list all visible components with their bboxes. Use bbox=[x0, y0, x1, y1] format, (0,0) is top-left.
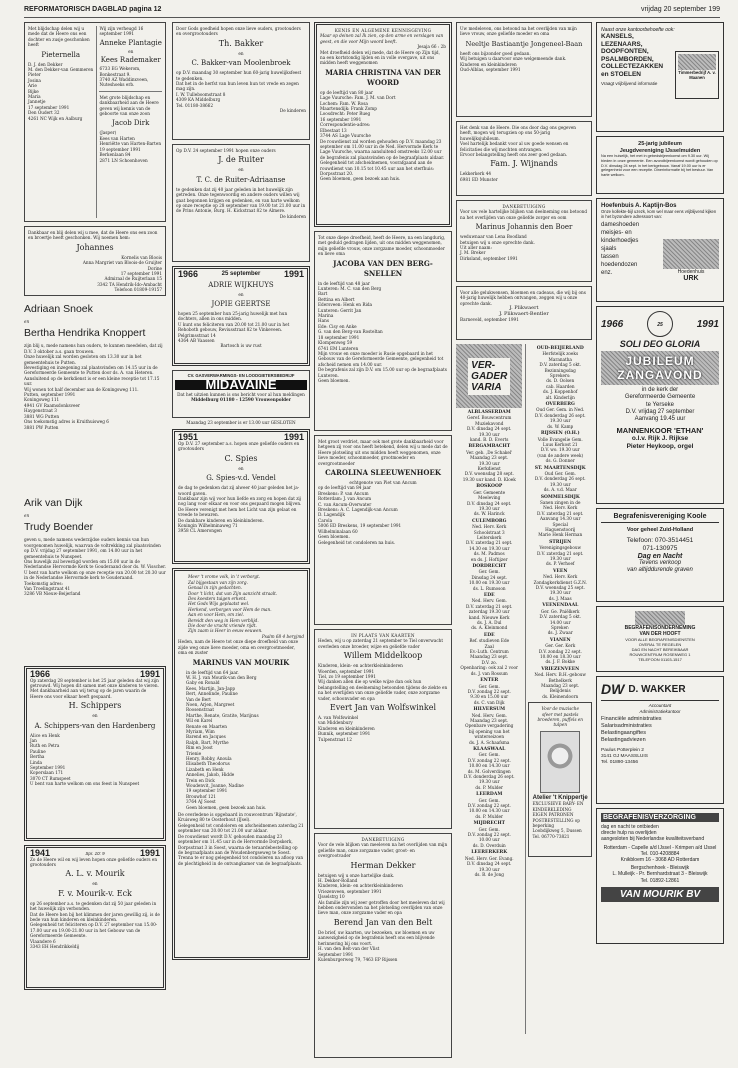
meeting-details: Ned. Herv. Kerk Schoolstraat 3 Leiterskerk D.V. zaterdag 21 sept. 14.30 en 19.30 uur ds. M. Padmos en ds. J. Hoftijzer bbox=[465, 524, 513, 562]
person-name: C. Spies bbox=[224, 453, 258, 463]
meeting-details: Volle Evangelie Gem. Luus Kerkost 21 D.V. wo. 19.30 uur (van de andere week) ds. G. Donner bbox=[537, 436, 584, 464]
meeting-item bbox=[456, 678, 522, 705]
meeting-list bbox=[528, 346, 592, 699]
meeting-details: Ger. Gem. D.V. zondag 22 sept. 10.00 uur ds. D. Overduin bbox=[467, 826, 511, 848]
person-name: Berend Jan van den Belt bbox=[333, 917, 433, 927]
meeting-item bbox=[456, 484, 522, 516]
meeting-item bbox=[456, 519, 522, 562]
column-1 bbox=[24, 22, 166, 1062]
meeting-place: VIANEN bbox=[549, 637, 571, 643]
meeting-details: Ver. geb. ,De Schakel' Maandag 23 sept. 19.30 uur Kerkdienst D.V. woensdag 28 sept. 19.30 uur kand. D. Kloek bbox=[462, 449, 516, 482]
meeting-details: Ger. Gemeente Meeleving D.V. dinsdag 24 sept. 19.30 uur ds. W. Harinck bbox=[466, 489, 512, 517]
meeting-item bbox=[528, 431, 592, 463]
announcement-text: Voor uw vele hartelijke blijken van deelneming ons betoond na het overlijden van onze geliefde zorger en oom bbox=[460, 209, 588, 220]
person-name: ADRIE WIJKHUYS bbox=[208, 280, 274, 289]
ad-brand-box bbox=[675, 51, 719, 99]
announcement-text: Met groot verdriet, maar ook met grote dankbaarheid voor hetgeen zij voor ons heeft betekend, delen wij u mede dat de Heere plotseling uit ons midden heeft weggenomen, onze lieve moeder, schoonmoeder, grootmoeder en overgrootmoeder bbox=[318, 439, 448, 466]
column-3 bbox=[314, 22, 452, 1062]
meeting-item bbox=[528, 603, 592, 635]
meeting-place: OVERBERG bbox=[545, 402, 575, 408]
ad-subtitle: Voor geheel Zuid-Holland bbox=[626, 527, 694, 533]
announcement-text: Uw medeleven, ons betoond na het overlijden van mijn lieve vrouw, onze geliefde moeder en oma bbox=[460, 26, 577, 37]
person-name: JOPIE GEERTSE bbox=[211, 300, 271, 308]
ad-title: Voor de muzische sfeer met pastels broederen, puffels en tulpen bbox=[537, 706, 583, 728]
vergadervaria-left bbox=[456, 344, 522, 1034]
meeting-details: Geref. Bouwcentrum Muziekavond D.V. dinsdag 24 sept. 19.30 uur kand. B. D. Everts bbox=[466, 415, 512, 443]
meeting-details: Sanen zingen in de Ned. Herv. Kerk D.V. zaterdag 21 sept. Aanvang 14.30 uur Special Haguenstoorij Marie Henk Herman bbox=[536, 499, 584, 538]
meeting-item bbox=[456, 821, 522, 848]
deceased-name: MARIA CHRISTINA VAN DER WOORD bbox=[325, 67, 441, 87]
anniversary-bakker bbox=[172, 22, 310, 140]
meeting-place: BERGAMBACHT bbox=[468, 444, 511, 450]
conjunction: en bbox=[238, 291, 244, 297]
person-name: H. Schippers bbox=[68, 701, 122, 711]
banner-text: SOLI DEO GLORIA bbox=[619, 339, 701, 349]
zangavond-ad bbox=[596, 306, 724, 504]
funeral-details: op de leeftijd van 84 jaar Breskens: P. van Ancum Rotterdam: J. van Ancum C. van Ancum-Overwater Breskens: A. C. Lagendijk-van Ancum D. Lagendijk Carola 5006 ED Breskens, 19 september 1991 Wilhelminalaan 60 Geen bloemen. Gelegenheid tot condoleren na huis. bbox=[318, 485, 402, 545]
ad-subtitle: Accountant Administratiekantoor bbox=[639, 703, 681, 714]
meeting-item bbox=[456, 410, 522, 442]
meeting-item bbox=[528, 638, 592, 665]
bride-name: Trudy Boender bbox=[24, 521, 94, 534]
section-heading: IN PLAATS VAN KAARTEN bbox=[351, 633, 415, 638]
header-left: REFORMATORISCH DAGBLAD pagina 12 bbox=[24, 6, 162, 13]
announcement-detail: Kinderen, klein- en achterkleinkinderen Woerden, september 1991 Tiel, zo 19 september 1991 Wij danken allen die op welke wijze dan ook hun belangstelling en deelneming betoonden tijdens de ziekte en na het overlijden van onze geliefde vader, onze zorgzame vader, schoonvader en opa bbox=[318, 663, 448, 701]
person-name: G. Spies-v.d. Vendel bbox=[206, 474, 276, 483]
meeting-place: STRIJEN bbox=[549, 539, 572, 545]
anniversary-van-mourik bbox=[24, 845, 166, 990]
section-heading: DANKBETUIGING bbox=[361, 837, 405, 842]
meeting-place: VEENENDAAL bbox=[542, 603, 579, 609]
announcement-detail: D. J. den Dekker M. den Dekker-van Gemmeren Pieter Josina Arie Bijke Maria Jannetje 17 september 1991 Den Oudert 32 4261 NC Wijk en Aalburg bbox=[28, 61, 94, 121]
bible-quote: Maar op deinen zal Ik zien, op den arme en verslagen van geest, en die voor Mijn woord beeft. bbox=[320, 33, 444, 44]
meeting-place: MIJDRECHT bbox=[473, 821, 505, 827]
conjunction: en bbox=[238, 167, 244, 173]
wedding-van-dijk-boender bbox=[24, 494, 166, 662]
signature: De kinderen bbox=[279, 108, 306, 114]
section-heading: DANKBETUIGING bbox=[502, 204, 546, 209]
hat-image bbox=[663, 239, 719, 269]
conjunction: en bbox=[24, 319, 30, 324]
anniversary-years bbox=[178, 269, 304, 279]
birth-pieternella bbox=[28, 26, 93, 218]
conjunction: en bbox=[128, 48, 134, 54]
person-name: Anneke Plantagie bbox=[99, 38, 162, 47]
announcement-detail: Barneveld, september 1991 bbox=[460, 317, 519, 323]
announcement-text: Tot onze diepe droefheid, heeft de Heere, na een langdurig, met geduld gedragen lijden, uit ons midden weggenomen, mijn geliefde vrouw, onze zorgzame moeder, schoonmoeder en lieve oma bbox=[318, 235, 446, 257]
year-end: 1991 bbox=[139, 669, 160, 679]
person-name: J. de Ruiter bbox=[218, 155, 264, 165]
meeting-place: BOSKOOP bbox=[476, 484, 503, 490]
meeting-details: Ned. Herv. Kerk Zondagkerkdienst G.Z.N. D.V. woensdag 25 sept. 19.30 uur ds. J. Maas bbox=[533, 574, 587, 601]
announcement-text: Op zaterdag 28 september is het 25 jaar geleden dat wij zijn getrouwd. Wij hopen dit samen met onze kinderen te vieren. Met dankbaarheid aan wij terug op de jaren waarin de Heere ons voor elkaar heeft gespaard. bbox=[30, 677, 159, 699]
birth-johannes bbox=[24, 226, 166, 296]
meeting-place: VRIEZENVEEN bbox=[541, 666, 580, 672]
meeting-details: Oud Ger. Gem. in Ned. D.V. donderdag 26 sept. 19.30 uur ds. W. Kamp bbox=[534, 407, 586, 429]
meeting-details: Ref. studieven Ede Zaal Ev.-Luth. Centrum Maandag 23 sept. D.V. zo. Openbaring: ook zal 2 voor ds. J. van Rossum bbox=[460, 638, 519, 676]
meeting-item bbox=[528, 346, 592, 400]
meeting-item bbox=[456, 633, 522, 676]
meeting-place: ST. MAARTENSDIJK bbox=[534, 465, 586, 471]
ad-list: Financiële administraties Salarisadministraties Belastingaangiftes Belastingadviezen bbox=[601, 716, 662, 743]
ad-location: URK bbox=[683, 275, 699, 282]
meeting-details: Ned. Herv. Gem. D.V. zaterdag 21 sept. zaterdag 19.30 uur kand. Nieuwe Kerk ds. J. A. Dul ds. A. Kleinmond bbox=[465, 598, 513, 631]
announcement-text: Dankbaar en blij delen wij u mee, dat de Heere ons een zoon en broertje heeft geschonken. Wij noemen hem: bbox=[28, 230, 158, 241]
announcement-detail: heeft ons bijzonder goed gedaan. Wij betuigen u daarvoor onze welgemeende dank. Kinderen en kleinkinderen Oud-Alblas, september 1991 bbox=[460, 50, 567, 73]
ad-tagline: Dag en Nacht bbox=[637, 553, 683, 560]
child-name: Johannes bbox=[76, 242, 114, 252]
meeting-place: SOMMELSDIJK bbox=[540, 494, 580, 500]
anniversary-date: 25 september bbox=[221, 271, 261, 277]
page-header bbox=[24, 6, 720, 18]
column-5 bbox=[596, 22, 724, 1062]
ad-illustration bbox=[540, 731, 580, 793]
meeting-details: Ger. Gem. D.V. zondag 22 sept. 9.30 en 15.00 uur ds. C. van Dijk bbox=[467, 683, 511, 705]
meeting-item bbox=[456, 792, 522, 819]
ad-footer: Tevens verkoop van altijddurende graven bbox=[627, 560, 693, 573]
meeting-item bbox=[528, 402, 592, 429]
footer-note: Bartosch is uw rust bbox=[220, 343, 262, 349]
anniversary-de-ruiter bbox=[172, 144, 310, 262]
announcement-detail: weduwnaar van Lena Boodland betuigen wij u onze oprechte dank. Uit aller naam: J. M. Breker Dirksland, september 1991 bbox=[460, 234, 535, 261]
ad-list: VOOR ALLE BEGRAFENISDIENSTEN OVERAL TE REGELEN DAG EN NACHT BEREIKBAAR bbox=[625, 637, 695, 652]
announcement-detail: A. van Wolfswinkel van Middenbury Kinderen en kleinkinderen Bunnik, september 1991 Tulpenstraat 12 bbox=[318, 715, 375, 742]
ad-brand: D. WAKKER bbox=[628, 683, 686, 695]
announcement-detail: De brief, uw kaarten, uw bezoeken, uw bloemen en uw aanwezigheid op de begrafenis heeft ons een blijvende herinnering bij ons voort. H. van den Belt-van der Vlist September 1991 Kulenburgerweg 79, 7463 EP Rijssen bbox=[318, 929, 435, 962]
person-name: T. C. de Ruiter-Adriaanse bbox=[196, 175, 286, 184]
person-name: A. Schippers-van den Hardenberg bbox=[34, 721, 156, 730]
groom-name: Adriaan Snoek bbox=[24, 303, 93, 315]
announcement-detail: 6733 EG Wekerom, Bonkestraat 9. 3740 AZ Waddinxveen, Nuteshoeks erb. bbox=[99, 66, 149, 88]
announcement-text: Met droefheid delen wij mede, dat de Heere op Zijn tijd, na een kortstondig lijden en in volle overgave, uit ons midden heeft weggenomen bbox=[320, 49, 440, 66]
midavaine-logo: MIDAVAINE bbox=[175, 380, 307, 390]
funeral-details: De overledene is opgebaard in rouwcentrum 'Rijnstate', Kruisweg 80 te Oosterhout (IJsel). Gelegenheid tot condoleren en afscheidnemen zaterdag 21 september van 20.00 tot 21.00 uur aldaar. De rouwdienst wordt D.V. gehouden maandag 23 september om 11.45 uur in de Hervormde Dorpskerk, Dorpsstraat 3 in Soest, waarna de teraardebestelling op de begraafplaats aan de Woudenbergseweg te Soest. Trenna te er nog gelegenheid tot condoleren na afloop van de plechtigheid in de ontvangkamer van de begraafplaats. bbox=[178, 812, 304, 866]
thanks-dekker bbox=[314, 833, 452, 1058]
signature: Fam. J. Wijnands bbox=[490, 159, 558, 169]
meeting-place: ALBLASSERDAM bbox=[467, 410, 511, 415]
ad-brand: Hoedenhuis bbox=[677, 269, 705, 275]
child-name: Pieternella bbox=[41, 50, 81, 59]
anniversary-wijkhuys bbox=[172, 266, 310, 366]
meeting-item bbox=[528, 667, 592, 699]
zangavond-years bbox=[601, 311, 719, 337]
closing-notice: Maandag 23 september is er 13.00 uur GESLOTEN bbox=[186, 420, 296, 425]
meeting-item bbox=[528, 495, 592, 538]
signature: J. Plikwaert J. Plikwaert-Bentler bbox=[499, 305, 549, 317]
signature: De kinderen bbox=[279, 213, 306, 219]
dw-logo-icon: DW bbox=[601, 681, 625, 697]
birth-announcements bbox=[24, 22, 166, 222]
thanks-wijnands bbox=[456, 121, 592, 196]
wakker-ad bbox=[596, 676, 724, 804]
engagement-anneke bbox=[96, 26, 162, 218]
meeting-item bbox=[528, 540, 592, 567]
announcement-text: Door Gods goedheid hopen onze lieve ouders, grootouders en overgrootouders bbox=[176, 26, 301, 37]
person-name: Kees Rademaker bbox=[100, 56, 161, 65]
announcement-text: Wij zijn verheugd 16 september 1991 bbox=[99, 26, 144, 37]
obituary-van-den-berg bbox=[314, 231, 452, 431]
ad-subtitle: Vraagt vrijblijvend informatie bbox=[601, 80, 658, 86]
meeting-item bbox=[456, 593, 522, 631]
meeting-details: Ned. Herv. Ger. Evang. D.V. dinsdag 24 sept. 19.30 uur ds. B. de Jong bbox=[464, 855, 514, 877]
zangavond-banner bbox=[601, 351, 719, 385]
meeting-details: Verenigingsgebouw D.V. zaterdag 21 sept. 19.30 uur ds. P. Verhoef bbox=[536, 545, 584, 567]
meeting-details: Oud Ger. Gem. D.V. donderdag 26 sept. 19.30 uur ds. A. v.d. Maar bbox=[534, 470, 586, 493]
choir-name: MANNENKOOR 'ETHAN' bbox=[616, 426, 704, 436]
ad-title: 25-jarig jubileum Jeugdvereniging IJsselmuiden bbox=[619, 141, 701, 154]
year-start: 1941 bbox=[30, 848, 51, 858]
ad-address: Rotterdam - Capelle a/d IJssel - Krimpen a/d IJssel Tel. 010-4208884 Knikbloem 16 - 3068 AD Rotterdam bbox=[603, 844, 717, 864]
obituary-sleeuwenhoek bbox=[314, 435, 452, 625]
meeting-details: Ger. Ge. Pniëlkerk D.V. zaterdag 5 okt. 14.00 uur Spreker: ds. J. Zwaar bbox=[539, 608, 582, 636]
bride-name: Bertha Hendrika Knoppert bbox=[24, 327, 146, 340]
announcement-text: Op D.V. 24 september 1991 hopen onze ouders bbox=[176, 148, 276, 153]
kansels-ad bbox=[596, 22, 724, 132]
conjunction: en bbox=[238, 465, 244, 471]
announcement-detail: (Jasper) Kees van Harten Henriëtte van Harten-Barten 19 september 1991 Berkenlaan 84 2871 LN Schoonhoven bbox=[99, 130, 162, 163]
funeral-details: in de leeftijd van 48 jaar Lunteren: M. C. van den Berg Bart Bettina en Albert Edersveen: Henk en Rida Lunteren: Gerrit Jan Marina Hans Ede: Cisy en Anke G. van den Berg-van Rosteltan 18 september 1991 Klompenweg 59 6741 EM Lunteren Mijn vrouw en onze moeder is Rusie opgebaard in het Gebouw van de Gereformeerde Gemeente, gelegenheid tot afscheid nemen om 14.00 uur. De begrafenis zal zijn D.V. om 15.00 uur op de begraafplaats Lunteren. Geen bloemen. bbox=[318, 280, 447, 383]
meeting-item bbox=[456, 747, 522, 790]
poem: Meer 't vrome volk, in 't verborgt. Zal bijgestaan van zijn zorg. Genaal in zijn gedachten. Door 't licht, dat van Zijn aanzicht straalt. Des koesters tuigen erkent. Het Gods Wijs geplaatst wel. Herkend, verborgen voor Hem de man. Aan en voor Hem, om ziel. Bereidt den weg in Hem verblijd. Die door de vrucht vriende rijdt. Zijn zaam is Heer in eeuw eeuwen. bbox=[188, 574, 278, 634]
person-name: A. L. v. Mourik bbox=[65, 869, 125, 879]
announcement-detail: op 26 september a.s. te gedenken dat zij 50 jaar geleden in het huwelijk zijn verbonden. Dat de Heere hen bij het klimmen der jaren gewillig zij, is de bede van hun kinderen en kleinkinderen. Gelegenheid tot feliciteren op D.V. 27 september van 15.00-17.00 uur en 19.00-21.00 uur in het Gebouw van de Gereformeerde Gemeente. Vlaandere 6 3343 EH Hendrikkeldij bbox=[30, 900, 160, 950]
section-heading: KENIS EN ALGEMENE KENNISGEVING bbox=[334, 28, 432, 33]
anniversary-years bbox=[30, 848, 160, 858]
obituary-van-der-woord bbox=[314, 22, 452, 227]
person-name: Th. Bakker bbox=[218, 38, 264, 48]
meeting-place: VEEN bbox=[553, 568, 568, 574]
meeting-place: OUD-BEIJERLAND bbox=[536, 346, 584, 351]
funeral-details: op de leeftijd van 80 jaar Lage Vuursche: Fam. J. M. van Dort Lochem: Fam. W. Rosa Maartensdijk: Frank Zomp Loosdrecht: Peter Rueg 16 september 1991 Correspondentie-adres: Elbestaat 13 3744 AS Lage Vuursche De rouwdienst zal worden gehouden op D.V. maandag 23 september om 11.00 uur in de Ned. Hervormde Kerk te Lage Vuursche, waarna aansluitend omstreeks 12.00 uur de begrafenis zal plaatsvinden op de begraafplaats aldaar. Gelegenheid tot afscheidnemen, voorafgaand aan de rouwdienst van 10.15 tot 10.45 uur aan het sterfhuis: Dorpsstraat 20. Geen bloemen, geen bezoek aan huis. bbox=[320, 89, 445, 182]
meeting-item bbox=[456, 564, 522, 591]
announcement-text: hopen 25 september hun 25-jarig huwelijk met hun dochters, allen in ons midden. U kunt ons feliciteren van 20.00 tot 21.00 uur in het Rehoboth gebouw, Reviusstraat 82 te Vinkeveen. Pelgrimsstraat 14 4364 AB Vaassen bbox=[178, 311, 290, 344]
ad-subtitle: Onze kollekte-bijl uzezk, kom wel maar eens vrijblijvend kijken in het byzondere adressoort van: bbox=[601, 209, 717, 220]
announcement-text: Voor de vele blijken van meeleven na het overlijden van mijn geliefde man, onze zorgzame vader, groot- en overgrootvader bbox=[318, 842, 448, 859]
conjunction: en bbox=[24, 513, 30, 518]
meeting-details: Ger. Gem. D.V. zondag 22 sept. 10.00 en 14.30 uur ds. P. Mulder bbox=[467, 797, 511, 819]
groom-name: Arik van Dijk bbox=[24, 497, 83, 509]
year-start: 1966 bbox=[178, 269, 199, 279]
hoedenhuis-ad bbox=[596, 198, 724, 302]
person-name: C. Bakker-van Moolenbroek bbox=[191, 59, 291, 68]
announcement-detail: op D.V. maandag 30 september hun 60-jarig huwelijksfeest te gedenken. Dat het in de herfst van hun leven hun tot vrede en zegen mag zijn. I. W. Tulleboomstraat 8 4309 KA Middelburg Tel. 01180-38662 bbox=[176, 70, 302, 108]
deceased-name: Marinus Johannis den Boer bbox=[475, 223, 573, 232]
meeting-place: LEERERKERK bbox=[471, 850, 508, 856]
person-name: F. v. Mourik-v. Eck bbox=[58, 888, 132, 898]
ad-logo bbox=[635, 611, 685, 625]
meeting-place: EDE bbox=[483, 593, 495, 598]
ad-text: Na een huiselijk, het met in gebedsbijeenkomst om 9.30 uur. Wij bieden in onze gemeente. Een avondbijeenkomst wordt gehouden op D.V. dinsdag 24 sept. in het kerkgebouw. Vanaf 19.00 uur is er gelegenheid voor een receptie. Dinerinformatie bij het bestuur. Van harte welkom. bbox=[601, 154, 718, 178]
bible-reference: Spr. 10: 9 bbox=[85, 851, 105, 856]
meeting-details: Ger. Gem. Dinsdag 24 sept. 10.00 en 19.30 uur ds. L. Rumoson bbox=[468, 569, 510, 591]
midavaine-ad bbox=[172, 370, 310, 418]
column-2 bbox=[172, 22, 310, 1062]
ad-list: KANSELS, LEZENAARS, DOOPFONTEN, PSALMBORDEN, COLLECTEZAKKEN en STOELEN bbox=[601, 33, 664, 78]
announcement-text: zijn blij u, mede namens hun ouders, te kunnen meedelen, dat zij D.V. 3 oktober a.s. gaan trouwen. Onze huwelijk zal worden gesloten om 13.30 uur in het gemeentehuis te Putten. Bevestiging en inzegening zal plaatsvinden om 14.15 uur in de Gereformeerde Gemeente te Putten door ds. A. van Heteren. Aansluitend op de kerkdienst is er een kleine receptie tot 17.15 uur. Wij wonen tot half december aan de Koningsweg 111. Putten, september 1991 Koningsweg 111 4941 GV Raamsdonksveer Haygenstraat 3 3881 WG Putten Ons toekomstig adres is Kruithuisweg 6 3881 PW Putten bbox=[24, 343, 163, 430]
vergadervaria-title: VER- GADER VARIA bbox=[468, 358, 510, 395]
ad-brand: Atelier 't Knippertje bbox=[532, 794, 588, 801]
meeting-item bbox=[528, 466, 592, 493]
knippertje-ad bbox=[528, 702, 592, 857]
hat-logo bbox=[663, 239, 719, 287]
announcement-detail: Lekkerkerk 44 6981 ED Munster bbox=[460, 171, 498, 182]
ad-address: Bergschenhoek - Bleiswijk L. Mulleijk - Pr. Bernhardstraat 3 - Bleiswijk Tel. 01892-12861 bbox=[612, 865, 708, 884]
ad-title: Hoefenbuis A. Kaptijn-Bos bbox=[601, 203, 677, 209]
jubilee-emblem: 25 bbox=[647, 311, 673, 337]
vergadervaria-section bbox=[456, 344, 592, 1034]
announcement-text: Met blijdschap delen wij u mede dat de Heere ons een dochter en zusje geschonken heeft bbox=[28, 26, 90, 48]
year-start: 1966 bbox=[601, 318, 624, 330]
ad-phone: Telefoon: 070-3514451 071-130975 bbox=[626, 537, 694, 552]
meeting-details: Ger. Ger. Kerk D.V. zondag 22 sept. 10.00 en 18.30 uur ds. J. F. Bokke bbox=[538, 643, 582, 665]
announcement-text: Het denk van de Heere. Die ons door dag ons gegeven heeft, mogen wij terugzien op ons 50-jarig huwelijksjubileum. Voel hartelijk bedankt voor al uw goede wensen en felicitaties die wij mochten ontvangen. Ervoor belangstelling heeft ons zeer goed gedaan. bbox=[460, 125, 577, 158]
meeting-details: Herfstelijk zoeks Maranatha D.V. zaterdag 5 okt. Bezinningsdag Sprekers: ds. D. Oolsen cab. Haarden ds. J. Koppenhof alt. Kinderlijn bbox=[539, 351, 582, 400]
thanks-jongeneel bbox=[456, 22, 592, 117]
ad-slogan: Dat het uitzien kunnen is ons bericht voor al hun meldingen bbox=[177, 392, 305, 397]
anniversary-schippers bbox=[24, 666, 166, 841]
ad-list: dameshoeden meisjes- en kinderhoedjes sjaals tassen hoedendozen enz. bbox=[601, 222, 640, 277]
meeting-item bbox=[528, 569, 592, 601]
zangavond-title: JUBILEUM ZANGAVOND bbox=[617, 354, 703, 382]
vergadervaria-logo bbox=[456, 344, 522, 408]
meeting-place: RIJSSEN (O.H.) bbox=[540, 431, 580, 437]
meeting-place: LEERDAM bbox=[476, 792, 503, 798]
announcement-text: Voor alle gelukwensen, bloemen en cadeaus, die wij bij ons 40-jarig huwelijk hebben ontvangen, zeggen wij u onze oprechte dank. bbox=[460, 290, 586, 306]
thanks-plikwaert bbox=[456, 286, 592, 340]
year-start: 1966 bbox=[30, 669, 51, 679]
person-name: Herman Dekker bbox=[350, 860, 416, 870]
announcement-text: Op D.V. 27 september a.s. hopen onze geliefde ouders en grootouders bbox=[178, 441, 300, 452]
ad-list: EXCLUSIEVE BABY- EN KINDERKLEDING EIGEN PATRONEN POSTBESTELLING op beperking Loobdijkweg 5, Dussen Tel. 06770-73821 bbox=[532, 801, 584, 839]
ad-title: Naast onze kantoorbehoefte ook: bbox=[601, 27, 675, 33]
year-end: 1991 bbox=[696, 318, 719, 330]
ad-title: Begrafenisvereniging Koole bbox=[601, 513, 719, 523]
meeting-place: KLAASWAAL bbox=[473, 746, 506, 752]
vergadervaria-right bbox=[525, 344, 592, 1034]
person-name: Willem Middelkoop bbox=[343, 651, 423, 661]
obituary-van-mourik bbox=[172, 568, 310, 960]
year-end: 1991 bbox=[139, 848, 160, 858]
ad-title: BEGRAFENISVERZORGING bbox=[601, 813, 719, 822]
meeting-details: Ned. Herv. Gem. Maandag 23 sept. Openbare vergadering bij opening van het winterseizoen ds. J. A. Schaafsma bbox=[465, 712, 514, 745]
meeting-details: Ger. Gem. D.V. zondag 22 sept. 10.00 en 14.30 uur ds. M. Golverdingen D.V. donderdag 26 sept. 19.30 uur ds. P. Mulder bbox=[463, 752, 515, 790]
announcement-text: Heden, wij u op zaterdag 21 september te Tiel onverwacht overleden onze broeder, wijze en geliefde vader bbox=[318, 638, 444, 649]
meeting-place: CULEMBORG bbox=[471, 518, 507, 524]
person-name: Evert Jan van Wolfswinkel bbox=[329, 703, 437, 713]
announcement-text: Met grote blijdschap en dankbaarheid aan de Heere geven wij kennis van de geboorte van onze zoon bbox=[99, 94, 159, 117]
meeting-item bbox=[456, 850, 522, 877]
family-list: in de leeftijd van 64 jaar. W. H. J. van Mourik-van den Berg Gaby en Ronald Kees, Martijn, Jan-Japp Bert, Annelinde, Pauline Van de Bert Noen, Arjen, Margreet Roosenstraat Marthe, Renate, Gratite, Marijnus Wil en Karel Renate en Maarten Myriam, Wim Barend en Jacques Ralph, Bart, Myrthe Rim en Joost Trienie Henry, Robby, Anoula Elisabeth Theodorus Lizabeth en Henk Annelies, Jakob, Hidde Trein en Dick Woudenvit, Joanne, Nadine 19 september 1991 Brouwhof 121 3764 AJ Soest Geen bloemen, geen bezoek aan huis. bbox=[186, 669, 267, 810]
year-end: 1991 bbox=[283, 269, 304, 279]
spouse-note: echtgenote van Piet van Ancum bbox=[349, 480, 417, 486]
anniversary-spies bbox=[172, 429, 310, 564]
year-end: 1991 bbox=[283, 432, 304, 443]
ad-list: dag en nacht te ontbieden directe hulp na overlijden aangesloten bij Nederlandse kwaliteitsverband bbox=[601, 824, 705, 843]
meeting-list bbox=[456, 410, 522, 877]
conductor-info: o.l.v. Rijk J. Rijkse Pieter Heykoop, orgel bbox=[626, 435, 694, 451]
deceased-name: CAROLINA SLEEUWENHOEK bbox=[325, 468, 441, 478]
ad-header: CV. GASVERWARMINGS- EN LOODGIETERSBEDRIJF bbox=[187, 373, 295, 378]
announcement-detail: Alice en Henk Jan Ruth en Petra Pauline Bertha Linda September 1991 Koperslaan 171 3070 CT Rumspeet U bent van harte welkom om ons feest in Nunspeet bbox=[30, 732, 140, 787]
van-mourik-logo: VAN MOURIK BV bbox=[601, 887, 719, 902]
ad-address: ROUWCENTRUM ROSENWEG 1 TELEFOON 01103-1517 bbox=[629, 652, 691, 662]
conjunction: en bbox=[92, 881, 98, 887]
deceased-name: MARINUS VAN MOURIK bbox=[192, 657, 290, 667]
bible-reference: Jesaja 66 : 2b bbox=[417, 44, 446, 50]
ad-brand-image bbox=[678, 54, 716, 70]
meeting-place: DORDRECHT bbox=[472, 563, 507, 569]
deceased-name: JACOBA VAN DEN BERG-SNELLEN bbox=[333, 258, 433, 278]
divider bbox=[99, 91, 162, 92]
announcement-detail: betuigen wij u onze hartelijke dank. H. Dekker-Rolland Kinderen, klein- en achterkleinkinderen Vriezenveen, september 1991 IJsselstrg 10 Als familie zijn wij zeer getroffen door het meeleven dat wij hebben ondervonden na het plotseling overlijden van onze lieve man, onze zorgzame vader en opa bbox=[318, 872, 445, 916]
ad-address: Paulus Potterplein 2 3141 GJ MAASSLUIS Tel. 01890-13456 bbox=[601, 748, 648, 765]
year-start: 1951 bbox=[178, 432, 199, 443]
thanks-middelkoop bbox=[314, 629, 452, 829]
announcement-detail: de dag te gedenken dat zij alweer 40 jaar geleden het ja-woord gaven. Dankbaar zijn wij voor hun liefde en zorg en hopen dat zij nog lang voor elkaar en voor ons gespaard mogen blijven. De Heere verenigt met hem het Licht van zijn gelaat en vreede te bewaren. De dankbare kinderen en kleinkinderen. Koningin Wilhelminaweg 71 3958 CL Amerongen bbox=[178, 485, 302, 534]
koole-ad bbox=[596, 508, 724, 602]
thanks-den-boer bbox=[456, 200, 592, 282]
announcement-detail: te gedenken dat zij 40 jaar geleden in het huwelijk zijn getreden. Onze tegenwoordig en andere ouders willen wij gaat begonnen krijgen en gedenken, en van harte welkom op onze receptie op 28 september van 19.00 tot 21.00 uur in de Prins Antonie, Burg. H. Kickstraat 82 te Almere. bbox=[176, 186, 306, 214]
child-name: Jacob Dirk bbox=[112, 119, 150, 128]
announcement-text: Heden, nam de Heere tot onze diepe droefheid van onze zijde weg onze lieve moeder, oma en overgrootmoeder, oma en zuster bbox=[178, 639, 299, 656]
conjunction: en bbox=[238, 50, 244, 56]
ad-contact: Middelburg 01180 - 12590 Vrouwenpolder bbox=[191, 397, 291, 403]
meeting-place: HILVERSUM bbox=[473, 707, 506, 713]
psalm-reference: Psalm 68 4 beryjmd bbox=[261, 633, 304, 639]
event-details: in de kerk der Gereformeerde Gemeente te Yerseke D.V. vrijdag 27 september Aanvang 19.45 uur bbox=[624, 387, 696, 423]
announcement-text: geven u, mede namens wederzijdse ouders kennis van hun voorgenomen huwelijk, waarvan de voltrekking zal plaatsvinden op D.V. vrijdag 27 september 1991, om 14.00 uur in het gemeentehuis te Nunspeet. Ons huwelijk zal bevestigd worden om 15.00 uur in de Nederlandse Hervormde Kerk te Gouderaand door ds. W. Visscher. U bent van harte welkom op onze receptie van 20.00 tot 20.30 uur in de Nederlandse Hervormde kerk te Gouderaand. Toekomstig adres: Van Troelingstraat 41 3286 VB Nieuw-Beijerland bbox=[24, 537, 166, 597]
meeting-place: EDE bbox=[483, 632, 495, 638]
van-mourik-ad bbox=[596, 808, 724, 944]
meeting-item bbox=[456, 707, 522, 745]
ad-brand: Timmerbedrijf A. v. Maanen bbox=[678, 70, 716, 80]
meeting-details: Ned. Herv. B.H.-gebouw Bethelkerk Maandag 23 sept. Belijdenis ds. Kleinendoorn bbox=[534, 672, 587, 699]
column-4 bbox=[456, 22, 592, 1062]
jubilee-ijsselmuiden bbox=[596, 136, 724, 194]
header-right: vrijdag 20 september 199 bbox=[641, 6, 720, 13]
meeting-item bbox=[456, 444, 522, 482]
ad-title: BEGRAFENISONDERNEMING VAN DER HOOFT bbox=[624, 625, 696, 637]
meeting-place: ENTER bbox=[480, 678, 499, 684]
van-der-hooft-ad bbox=[596, 606, 724, 672]
announcement-text: Zo de Heere wil en wij leven hopen onze geliefde ouders en grootouders bbox=[30, 856, 158, 867]
conjunction: en bbox=[92, 713, 98, 719]
announcement-detail: Kornelis van Bloois Anna Margriet van Bloois-de Gruijter Dorine 17 september 1991 Admiraal de Ruijterlaan 15 3342 TA Hendrik-Ido-Ambacht Telefoon 01809-19157 bbox=[82, 254, 162, 293]
wakker-header bbox=[601, 681, 719, 701]
wedding-snoek-knoppert bbox=[24, 300, 166, 490]
deceased-name: Neeltje Bastiaantje Jongeneel-Baan bbox=[465, 39, 583, 48]
